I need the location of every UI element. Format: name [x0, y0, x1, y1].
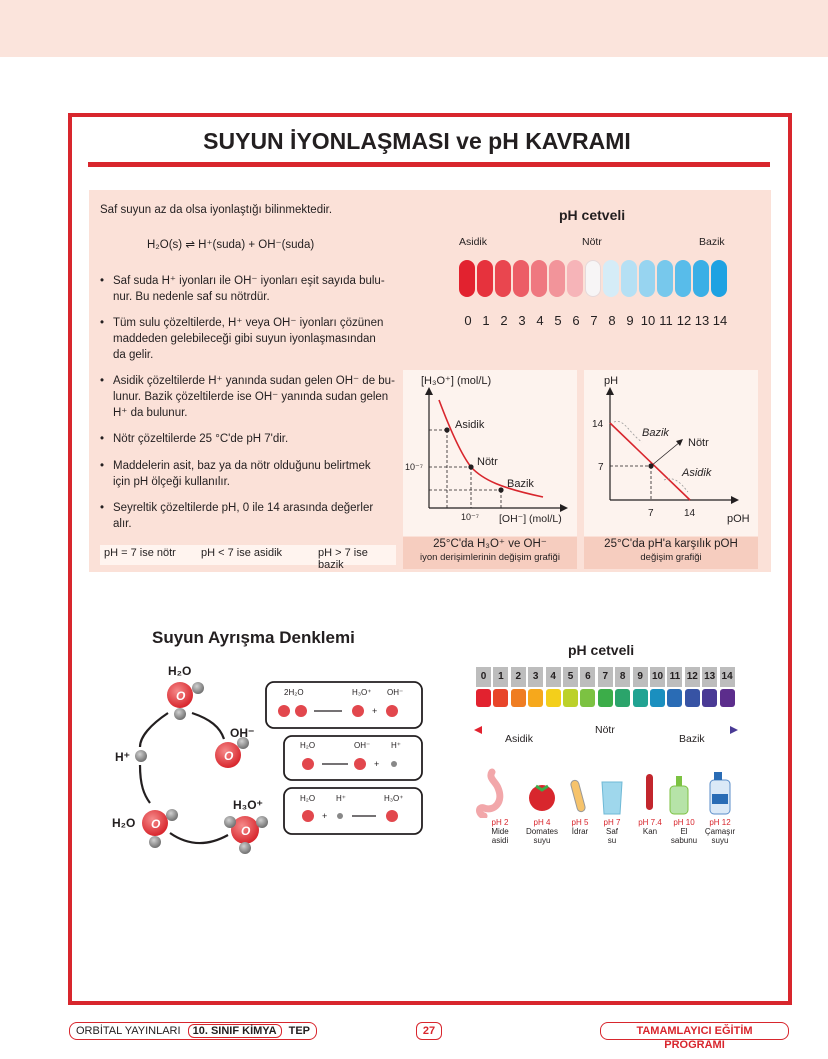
title-rule [88, 162, 770, 167]
ph-example-label: pH 4 Domates suyu [525, 818, 558, 845]
h2o-top-label: H₂O [168, 664, 192, 678]
ph-scale-1-cell [621, 260, 637, 297]
graph-2-box [584, 370, 758, 536]
ph-scale-2-cell [528, 689, 543, 707]
graph-1-caption [403, 537, 577, 569]
reaction-boxes [264, 680, 424, 840]
footer-program: TAMAMLAYICI EĞİTİM PROGRAMI [600, 1022, 789, 1040]
ph-scale-1-cell [459, 260, 475, 297]
ph-scale-1-cell [603, 260, 619, 297]
graph-2-label-basic: Bazik [642, 427, 669, 439]
ph-scale-2-number: 3 [528, 667, 543, 687]
tep-label: TEP [288, 1025, 311, 1037]
ph-scale-2-cell [546, 689, 561, 707]
svg-text:+: + [372, 706, 378, 716]
hydronium-ion-icon [224, 816, 268, 854]
ph-scale-1-title: pH cetveli [559, 207, 626, 223]
page-title: SUYUN İYONLAŞMASI ve pH KAVRAMI [203, 128, 631, 154]
graph-1-box [403, 370, 577, 536]
graph-2-label-acidic: Asidik [682, 467, 712, 479]
ph-scale-2-number: 0 [476, 667, 491, 687]
graph-2-xtick-7: 7 [648, 508, 654, 519]
ph-scale-2-cell [493, 689, 508, 707]
ph-scale-2-cell [615, 689, 630, 707]
reaction-box-2 [284, 736, 422, 780]
graph-2-caption [584, 537, 758, 569]
ph-scale-1-number: 13 [694, 313, 710, 328]
graph-2-label-neutral: Nötr [688, 437, 709, 449]
ph-example-label: pH 5 İdrar [571, 818, 589, 836]
graph-1-ytick: 10⁻⁷ [405, 462, 424, 472]
reaction-box-1 [266, 682, 422, 728]
bullet-1 [113, 273, 385, 305]
ph-scale-1-neutral-label: Nötr [582, 236, 602, 248]
graph-1-label-basic: Bazik [507, 478, 534, 490]
bullet-1-line-2: nur. Bu nedenle saf su nötrdür. [113, 291, 270, 303]
ph-scale-1-number: 7 [590, 313, 598, 328]
graph-2-ytick-14: 14 [592, 419, 604, 430]
ph-scale-1-number: 6 [572, 313, 580, 328]
ph-scale-1-cell [585, 260, 601, 297]
ph-scale-1-cell [477, 260, 493, 297]
ph-scale-2-number: 2 [511, 667, 526, 687]
ph-scale-2-number: 1 [493, 667, 508, 687]
ph-scale-1-basic-label: Bazik [699, 236, 725, 248]
graph-1-xlabel: [OH⁻] (mol/L) [499, 513, 562, 525]
bullet-2 [113, 315, 383, 363]
graph-2-xlabel: pOH [727, 513, 750, 525]
equation-right: H⁺(suda) + OH⁻(suda) [198, 239, 315, 251]
eq1-reactant: 2H₂O [284, 688, 304, 697]
graph-2-ytick-7: 7 [598, 462, 604, 473]
blood-tube-icon [646, 774, 653, 810]
page-number: 27 [416, 1022, 442, 1040]
ph-scale-1-acidic-label: Asidik [459, 236, 488, 248]
ph-scale-1-number: 12 [676, 313, 692, 328]
ph-scale-1-number: 4 [536, 313, 544, 328]
ph-example-label: pH 7 Saf su [603, 818, 621, 845]
ph-scale-1-number: 5 [554, 313, 562, 328]
ph-scale-1-cell [693, 260, 709, 297]
graph-1-caption-line-1: 25°C'da H₃O⁺ ve OH⁻ [433, 538, 547, 550]
ph-scale-1-number: 0 [464, 313, 472, 328]
ph-scale-1-cell [567, 260, 583, 297]
graph-1-caption-line-2: iyon derişimlerinin değişim grafiği [420, 552, 560, 563]
bullet-6 [113, 500, 373, 532]
ph-rule-basic: pH > 7 ise bazik [318, 547, 368, 571]
ph-scale-1-cell [513, 260, 529, 297]
graph-2-caption-line-2: değişim grafiği [640, 552, 702, 563]
svg-text:O: O [176, 689, 186, 703]
ph-scale-2-cell [650, 689, 665, 707]
publisher-name: ORBİTAL YAYINLARI [76, 1025, 181, 1037]
svg-text:+: + [374, 759, 380, 769]
ph-scale-2-basic-label: Bazik [679, 733, 705, 745]
ph-scale-2-number: 9 [633, 667, 648, 687]
equilibrium-arrow-icon: ⇌ [185, 239, 195, 251]
ph-scale-2-cell [476, 689, 491, 707]
eq3-product: H₃O⁺ [384, 794, 404, 803]
graph-2-xtick-14: 14 [684, 508, 696, 519]
bullet-2-line-1: • Tüm sulu çözeltilerde, H⁺ veya OH⁻ iyonları çözünen [113, 317, 384, 329]
eq3-reactant-2: H⁺ [336, 794, 346, 803]
eq1-product-2: OH⁻ [387, 688, 404, 697]
ph-scale-2-neutral-label: Nötr [595, 724, 615, 736]
ph-scale-2-cell [667, 689, 682, 707]
ph-scale-2-acidic-label: Asidik [505, 733, 534, 745]
stomach-icon [480, 772, 500, 816]
eq2-product-2: H⁺ [391, 741, 401, 750]
water-glass-icon [602, 782, 622, 814]
ph-scale-1-cell [549, 260, 565, 297]
graph-2-ylabel: pH [604, 375, 619, 387]
ph-scale-2-cell [720, 689, 735, 707]
bullet-6-line-1: • Seyreltik çözeltilerde pH, 0 ile 14 arasında değerler [113, 502, 374, 514]
reaction-box-3 [284, 788, 422, 834]
svg-text:O: O [224, 749, 234, 763]
eq3-reactant-1: H₂O [300, 794, 316, 803]
ph-scale-1-number: 1 [482, 313, 490, 328]
eq2-product-1: OH⁻ [354, 741, 371, 750]
ph-scale-1-number: 10 [640, 313, 656, 328]
footer-publisher [69, 1022, 317, 1040]
soap-icon [670, 776, 688, 814]
graph-1-svg [403, 370, 577, 536]
ph-scale-1-number: 9 [626, 313, 634, 328]
ph-scale-1-cell [495, 260, 511, 297]
ph-scale-2-title: pH cetveli [568, 642, 635, 658]
ph-example-label: pH 10 El sabunu [670, 818, 698, 845]
bullet-3-line-3: H⁺ da bulunur. [113, 407, 188, 419]
ph-scale-1-number: 2 [500, 313, 508, 328]
ph-scale-2-number: 8 [615, 667, 630, 687]
top-band [0, 0, 828, 57]
grade-chip: 10. SINIF KİMYA [188, 1024, 282, 1038]
svg-text:+: + [322, 811, 328, 821]
bullet-6-line-2: alır. [113, 518, 132, 530]
svg-text:O: O [241, 824, 251, 838]
bullet-2-line-2: maddeden gelebileceği gibi suyun iyonlaşmasından [113, 333, 376, 345]
ph-scale-2-cell [685, 689, 700, 707]
ph-scale-1-number: 3 [518, 313, 526, 328]
graph-2-svg [584, 370, 758, 536]
ph-scale-2-number: 13 [702, 667, 717, 687]
dissociation-title: Suyun Ayrışma Denklemi [152, 628, 355, 647]
bleach-icon [710, 772, 730, 814]
bullet-4-line-1: • Nötr çözeltilerde 25 °C'de pH 7'dir. [113, 433, 289, 445]
tomato-icon [529, 785, 555, 811]
ph-scale-2-number: 6 [580, 667, 595, 687]
ph-scale-2-number: 11 [667, 667, 682, 687]
bullet-1-line-1: • Saf suda H⁺ iyonları ile OH⁻ iyonları eşit sayıda bulu- [113, 275, 385, 287]
ph-scale-1-cell [675, 260, 691, 297]
bullet-5-line-2: için pH ölçeği kullanılır. [113, 476, 230, 488]
ph-scale-2-cell [511, 689, 526, 707]
ph-scale-2-number: 7 [598, 667, 613, 687]
ph-scale-2-cell [598, 689, 613, 707]
ph-rule-acidic: pH < 7 ise asidik [201, 547, 283, 559]
ph-scale-1-cell [639, 260, 655, 297]
bullet-3 [113, 373, 395, 421]
ph-examples-icons [474, 768, 742, 818]
ph-scale-2-cell [702, 689, 717, 707]
graph-1-label-neutral: Nötr [477, 456, 498, 468]
h2o-bottom-label: H₂O [112, 816, 136, 830]
ph-scale-2-number: 12 [685, 667, 700, 687]
eq2-reactant: H₂O [300, 741, 316, 750]
ph-scale-2-cell [633, 689, 648, 707]
ionization-equation [147, 237, 314, 253]
arrow-left-icon [474, 726, 482, 734]
bullet-2-line-3: da gelir. [113, 349, 154, 361]
graph-2-caption-line-1: 25°C'da pH'a karşılık pOH [604, 538, 738, 550]
ph-scale-1-number: 11 [659, 313, 673, 328]
intro-text: Saf suyun az da olsa iyonlaştığı bilinmektedir. [100, 204, 333, 216]
eq1-product-1: H₃O⁺ [352, 688, 372, 697]
graph-1-label-acidic: Asidik [455, 419, 485, 431]
ph-scale-1-number: 14 [712, 313, 728, 328]
ph-scale-2-number: 5 [563, 667, 578, 687]
ph-scale-1-cell [531, 260, 547, 297]
ph-rules-row [100, 545, 396, 571]
hydroxide-ion-icon [215, 737, 249, 768]
arrow-right-icon [730, 726, 738, 734]
ph-scale-2-number: 14 [720, 667, 735, 687]
equation-left: H₂O(s) [147, 239, 183, 251]
ph-example-label: pH 2 Mide asidi [491, 818, 509, 845]
ph-scale-1-number: 8 [608, 313, 616, 328]
graph-1-xtick: 10⁻⁷ [461, 512, 480, 522]
oh-label: OH⁻ [230, 726, 255, 740]
ph-example-label: pH 12 Çamaşır suyu [704, 818, 736, 845]
ph-scale-2-number: 4 [546, 667, 561, 687]
bullet-5-line-1: • Maddelerin asit, baz ya da nötr olduğunu belirtmek [113, 460, 371, 472]
ph-example-label: pH 7.4 Kan [638, 818, 662, 836]
urine-tube-icon [570, 780, 586, 813]
ph-scale-1-cell [657, 260, 673, 297]
ph-scale-2-number: 10 [650, 667, 665, 687]
graph-1-ylabel: [H₃O⁺] (mol/L) [421, 375, 492, 387]
hydrogen-ion-icon [135, 750, 147, 762]
ph-scale-2-cell [563, 689, 578, 707]
bullet-3-line-2: lunur. Bazik çözeltilerde ise OH⁻ yanında sudan gelen [113, 391, 389, 403]
ph-rule-neutral: pH = 7 ise nötr [104, 547, 176, 559]
bullet-5 [113, 458, 371, 490]
bullet-3-line-1: • Asidik çözeltilerde H⁺ yanında sudan gelen OH⁻ de bu- [113, 375, 395, 387]
ph-scale-2-cell [580, 689, 595, 707]
water-molecule-bottom-icon [142, 809, 178, 848]
ph-scale-1-cell [711, 260, 727, 297]
h3o-label: H₃O⁺ [233, 798, 263, 812]
hplus-label: H⁺ [115, 750, 130, 764]
svg-text:O: O [151, 817, 161, 831]
bullet-4 [113, 431, 288, 447]
